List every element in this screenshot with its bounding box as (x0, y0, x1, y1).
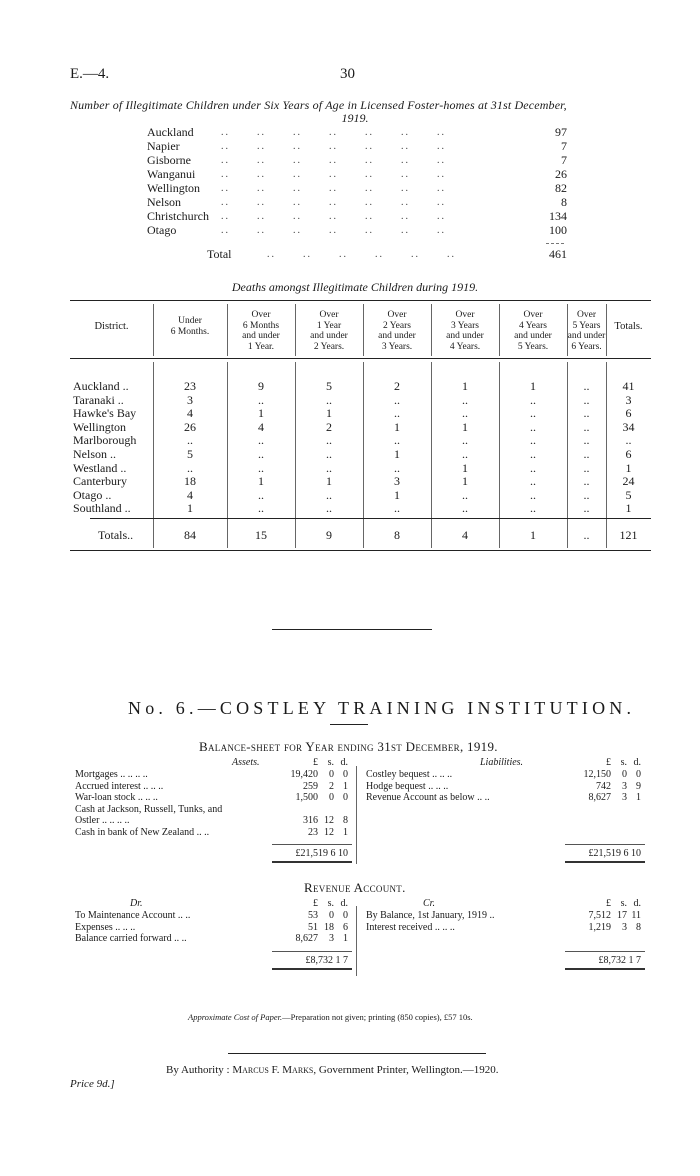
entry-pounds: 7,512 (588, 910, 611, 921)
cr-total-rule (565, 951, 645, 952)
entry-pounds: 12,150 (583, 769, 611, 780)
entry-pence: 0 (343, 769, 348, 780)
column-header: Over 5 Years and under 6 Years. (567, 310, 606, 352)
illegitimate-row (147, 210, 567, 223)
entry-pounds: 1,219 (588, 921, 611, 933)
district-value: 7 (561, 153, 567, 167)
leader-dots: .. .. .. .. .. .. .. (221, 141, 446, 152)
cost-label: Approximate Cost of Paper. (188, 1012, 283, 1022)
leader-dots: .. .. .. .. .. .. .. (221, 211, 446, 222)
assets-double-rule (272, 861, 352, 863)
illegitimate-row (147, 154, 567, 167)
liab-double-rule (565, 861, 645, 863)
value-cell: .. (258, 501, 264, 516)
entry-pounds: 259 (303, 780, 318, 792)
district-value: 8 (561, 195, 567, 209)
lsd-header: £ (606, 757, 611, 768)
value-cell: .. (583, 487, 590, 502)
column-header: Totals. (614, 321, 643, 332)
printer-name: Marcus F. Marks, (232, 1064, 317, 1076)
entry-pence: 1 (343, 933, 348, 944)
value-cell: .. (530, 433, 536, 448)
illegitimate-row (147, 126, 567, 139)
entry-label: Mortgages .. .. .. .. (75, 769, 148, 780)
district-cell: Taranaki .. (73, 392, 124, 407)
entry-label: Balance carried forward .. .. (75, 933, 187, 944)
value-cell: 2 (326, 419, 332, 434)
district-name: Gisborne (147, 153, 191, 167)
value-cell: .. (583, 419, 590, 434)
lsd-header: d. (633, 898, 641, 909)
value-cell: 1 (187, 501, 193, 516)
column-divider (431, 304, 432, 356)
entry-pence: 1 (636, 792, 641, 803)
cr-double-rule (565, 968, 645, 970)
value-cell: .. (530, 460, 536, 475)
value-cell: .. (530, 406, 536, 421)
leader-dots: .. .. .. .. .. .. .. (221, 155, 446, 166)
value-cell: 4 (258, 419, 264, 434)
value-cell: 1 (530, 528, 536, 542)
entry-label: Interest received .. .. .. (366, 921, 455, 933)
lsd-header: d. (340, 898, 348, 909)
district-name: Wanganui (147, 167, 196, 181)
entry-pounds: 742 (596, 780, 611, 792)
table-row (70, 394, 651, 407)
district-cell: Westland .. (73, 460, 127, 475)
value-cell: .. (530, 501, 536, 516)
leader-dots: .. .. .. .. .. .. (267, 249, 456, 260)
value-cell: 1 (625, 460, 632, 475)
value-cell: 26 (184, 419, 196, 434)
district-value: 97 (555, 125, 567, 139)
district-cell: Southland .. (73, 501, 131, 516)
value-cell: .. (583, 501, 590, 516)
value-cell: .. (583, 447, 590, 461)
revenue-divider (356, 906, 357, 976)
value-cell: .. (326, 501, 332, 516)
value-cell: 34 (622, 419, 635, 434)
lsd-header: d. (633, 757, 641, 768)
entry-pence: 1 (343, 826, 348, 838)
entry-shillings: 2 (329, 780, 334, 792)
entry-shillings: 3 (622, 792, 627, 803)
value-cell: 4 (187, 487, 193, 502)
value-cell: .. (394, 460, 400, 475)
liab-total-rule (565, 844, 645, 845)
entry-pence: 1 (343, 780, 348, 792)
entry-pounds: 51 (308, 921, 318, 933)
table-row (70, 502, 651, 515)
entry-pence: 0 (636, 769, 641, 780)
value-cell: .. (583, 460, 590, 475)
entry-label: Cash at Jackson, Russell, Tunks, and (75, 803, 223, 815)
dr-total-rule (272, 951, 352, 952)
entry-shillings: 3 (622, 780, 627, 792)
entry-label: Revenue Account as below .. .. (366, 792, 490, 803)
authority-prefix: By Authority : (166, 1064, 230, 1076)
entry-shillings: 0 (622, 769, 627, 780)
column-divider (153, 304, 154, 356)
entry-pounds: 19,420 (290, 769, 318, 780)
value-cell: 1 (530, 379, 536, 393)
table-row (70, 462, 651, 475)
value-cell: 41 (622, 379, 635, 393)
district-value: 7 (561, 139, 567, 153)
price: Price 9d.] (70, 1078, 115, 1090)
entry-shillings: 3 (329, 933, 334, 944)
total-value: 461 (549, 247, 567, 261)
value-cell: .. (258, 447, 264, 461)
value-cell: 5 (187, 447, 193, 461)
value-cell: .. (462, 433, 468, 448)
value-cell: .. (394, 501, 400, 516)
entry-label: Ostler .. .. .. .. (75, 815, 130, 826)
assets-label: Assets. (232, 757, 260, 768)
district-cell: Auckland .. (73, 379, 129, 393)
lsd-header: d. (340, 757, 348, 768)
value-cell: 1 (462, 474, 468, 489)
value-cell: 121 (619, 528, 638, 542)
column-header: Over 1 Year and under 2 Years. (310, 310, 348, 352)
value-cell: .. (394, 406, 400, 421)
illegitimate-row (147, 196, 567, 209)
entry-shillings: 3 (622, 921, 627, 933)
value-cell: .. (583, 406, 590, 421)
value-cell: 3 (187, 392, 193, 407)
entry-shillings: 12 (324, 815, 334, 826)
deaths-title: Deaths amongst Illegitimate Children during 1919. (231, 280, 479, 294)
footer-rule (228, 1053, 486, 1054)
column-header: District. (94, 321, 129, 332)
entry-shillings: 18 (324, 921, 334, 933)
illegitimate-row (147, 140, 567, 153)
district-cell: Otago .. (73, 487, 112, 502)
district-value: 100 (549, 223, 567, 237)
column-divider (295, 304, 296, 356)
district-value: 134 (549, 209, 567, 223)
table-row (70, 380, 651, 393)
value-cell: .. (326, 447, 332, 461)
value-cell: 4 (187, 406, 193, 421)
table-header-rule (70, 358, 651, 359)
value-cell: .. (258, 460, 264, 475)
district-cell: Wellington (73, 419, 127, 434)
value-cell: .. (326, 433, 332, 448)
value-cell: 2 (394, 379, 400, 393)
value-cell: 1 (394, 487, 400, 502)
entry-pence: 11 (631, 910, 641, 921)
lsd-header: s. (327, 898, 334, 909)
value-cell: .. (258, 487, 264, 502)
value-cell: 1 (326, 406, 332, 421)
value-cell: .. (394, 433, 400, 448)
value-cell: 1 (462, 379, 468, 393)
authority-rest: Government Printer, Wellington.—1920. (316, 1064, 499, 1076)
value-cell: 1 (625, 501, 632, 516)
value-cell: .. (187, 433, 193, 448)
value-cell: .. (462, 406, 468, 421)
district-cell: Totals.. (98, 528, 134, 542)
value-cell: 6 (625, 447, 632, 461)
table-row (70, 421, 651, 434)
institution-title: No. 6.—COSTLEY TRAINING INSTITUTION. (128, 698, 636, 718)
dr-total: £8,732 1 7 (305, 955, 348, 966)
value-cell: .. (583, 433, 590, 448)
totals-row (70, 529, 651, 542)
value-cell: .. (583, 474, 590, 489)
value-cell: 18 (184, 474, 196, 489)
table-top-rule (70, 300, 651, 301)
value-cell: .. (326, 460, 332, 475)
liabilities-label: Liabilities. (480, 757, 524, 768)
value-cell: .. (583, 392, 590, 407)
leader-dots: .. .. .. .. .. .. .. (221, 127, 446, 138)
value-cell: 24 (622, 474, 635, 489)
value-cell: 3 (394, 474, 400, 489)
entry-pounds: 8,627 (588, 792, 611, 803)
value-cell: .. (394, 392, 400, 407)
entry-label: Cash in bank of New Zealand .. .. (75, 826, 210, 838)
value-cell: 1 (394, 419, 400, 434)
value-cell: .. (258, 433, 264, 448)
dr-label: Dr. (130, 898, 143, 909)
entry-pence: 9 (636, 780, 641, 792)
dr-double-rule (272, 968, 352, 970)
district-name: Auckland (147, 125, 194, 139)
lsd-header: s. (327, 757, 334, 768)
authority-line (166, 1064, 499, 1076)
illegitimate-year: 1919. (341, 111, 369, 125)
entry-label: By Balance, 1st January, 1919 .. (366, 910, 495, 921)
entry-label: Expenses .. .. .. (75, 921, 136, 933)
entry-shillings: 0 (329, 792, 334, 803)
lsd-header: £ (313, 898, 318, 909)
title-rule (330, 724, 368, 725)
value-cell: .. (462, 392, 468, 407)
leader-dots: .. .. .. .. .. .. .. (221, 197, 446, 208)
entry-shillings: 12 (324, 826, 334, 838)
illegitimate-row (147, 168, 567, 181)
value-cell: 1 (394, 447, 400, 461)
value-cell: 5 (625, 487, 632, 502)
totals-rule (90, 518, 651, 519)
column-divider (606, 304, 607, 356)
balance-divider (356, 766, 357, 864)
entry-pence: 8 (636, 921, 641, 933)
illegitimate-row (147, 224, 567, 237)
table-row (70, 434, 651, 447)
value-cell: 1 (462, 419, 468, 434)
liabilities-total: £21,519 6 10 (588, 848, 641, 859)
value-cell: .. (530, 474, 536, 489)
value-cell: .. (530, 447, 536, 461)
entry-shillings: 0 (329, 769, 334, 780)
district-name: Nelson (147, 195, 181, 209)
value-cell: 3 (625, 392, 632, 407)
section-separator (272, 629, 432, 630)
district-value: 82 (555, 181, 567, 195)
value-cell: .. (583, 379, 590, 393)
illegitimate-row (147, 182, 567, 195)
column-divider (363, 304, 364, 356)
value-cell: .. (258, 392, 264, 407)
value-cell: 9 (258, 379, 264, 393)
entry-label: War-loan stock .. .. .. (75, 792, 158, 803)
value-cell: .. (530, 419, 536, 434)
entry-pounds: 1,500 (295, 792, 318, 803)
entry-pence: 8 (343, 815, 348, 826)
value-cell: 15 (255, 528, 267, 542)
assets-total-rule (272, 844, 352, 845)
district-name: Wellington (147, 181, 201, 195)
table-row (70, 448, 651, 461)
value-cell: .. (187, 460, 193, 475)
district-name: Christchurch (147, 209, 209, 223)
column-divider (567, 304, 568, 356)
entry-label: Hodge bequest .. .. .. (366, 780, 449, 792)
value-cell: 1 (258, 406, 264, 421)
value-cell: .. (462, 501, 468, 516)
page-number: 30 (340, 66, 355, 82)
entry-label: Accrued interest .. .. .. (75, 780, 164, 792)
value-cell: 9 (326, 528, 332, 542)
value-cell: 8 (394, 528, 400, 542)
value-cell: 6 (625, 406, 632, 421)
value-cell: 1 (326, 474, 332, 489)
total-rule (546, 243, 564, 244)
entry-pence: 6 (343, 921, 348, 933)
leader-dots: .. .. .. .. .. .. .. (221, 169, 446, 180)
leader-dots: .. .. .. .. .. .. .. (221, 225, 446, 236)
entry-pounds: 8,627 (295, 933, 318, 944)
district-cell: Nelson .. (73, 447, 116, 461)
table-bottom-rule (70, 550, 651, 551)
value-cell: .. (326, 487, 332, 502)
district-value: 26 (555, 167, 567, 181)
value-cell: .. (583, 528, 590, 542)
district-name: Otago (147, 223, 177, 237)
column-divider (227, 304, 228, 356)
entry-pounds: 316 (303, 815, 318, 826)
entry-shillings: 17 (617, 910, 627, 921)
lsd-header: s. (620, 898, 627, 909)
value-cell: .. (530, 487, 536, 502)
value-cell: 1 (462, 460, 468, 475)
document-reference: E.—4. (70, 66, 110, 82)
entry-pence: 0 (343, 910, 348, 921)
total-label: Total (207, 247, 232, 261)
lsd-header: £ (606, 898, 611, 909)
table-row (70, 489, 651, 502)
entry-label: Costley bequest .. .. .. (366, 769, 453, 780)
balance-sheet-title: Balance-sheet for Year ending 31st December, 1919. (199, 739, 498, 754)
column-divider (499, 304, 500, 356)
cr-label: Cr. (423, 898, 435, 909)
entry-shillings: 0 (329, 910, 334, 921)
value-cell: .. (625, 433, 632, 448)
value-cell: .. (462, 447, 468, 461)
assets-total: £21,519 6 10 (295, 848, 348, 859)
leader-dots: .. .. .. .. .. .. .. (221, 183, 446, 194)
value-cell: 84 (184, 528, 196, 542)
lsd-header: s. (620, 757, 627, 768)
district-cell: Marlborough (73, 433, 137, 448)
value-cell: 1 (258, 474, 264, 489)
value-cell: .. (462, 487, 468, 502)
value-cell: 23 (184, 379, 196, 393)
column-header: Over 4 Years and under 5 Years. (514, 310, 552, 352)
value-cell: .. (326, 392, 332, 407)
column-header: Under 6 Months. (170, 316, 210, 337)
illegitimate-title: Number of Illegitimate Children under Six Years of Age in Licensed Foster-homes at 31st December, (70, 98, 567, 112)
lsd-header: £ (313, 757, 318, 768)
revenue-title: Revenue Account. (304, 880, 406, 895)
entry-pounds: 23 (308, 826, 318, 838)
value-cell: 5 (326, 379, 332, 393)
cost-note (188, 1012, 473, 1022)
cost-text: —Preparation not given; printing (850 copies), £57 10s. (282, 1012, 473, 1022)
column-header: Over 6 Months and under 1 Year. (242, 310, 280, 352)
entry-pence: 0 (343, 792, 348, 803)
column-header: Over 3 Years and under 4 Years. (446, 310, 484, 352)
district-cell: Hawke's Bay (73, 406, 137, 421)
district-name: Napier (147, 139, 180, 153)
entry-label: To Maintenance Account .. .. (75, 910, 191, 921)
value-cell: .. (530, 392, 536, 407)
entry-pounds: 53 (308, 910, 318, 921)
illegitimate-total-row (147, 248, 567, 261)
value-cell: 4 (462, 528, 468, 542)
district-cell: Canterbury (73, 474, 127, 489)
cr-total: £8,732 1 7 (598, 955, 641, 966)
table-row (70, 407, 651, 420)
column-header: Over 2 Years and under 3 Years. (378, 310, 416, 352)
table-row (70, 475, 651, 488)
